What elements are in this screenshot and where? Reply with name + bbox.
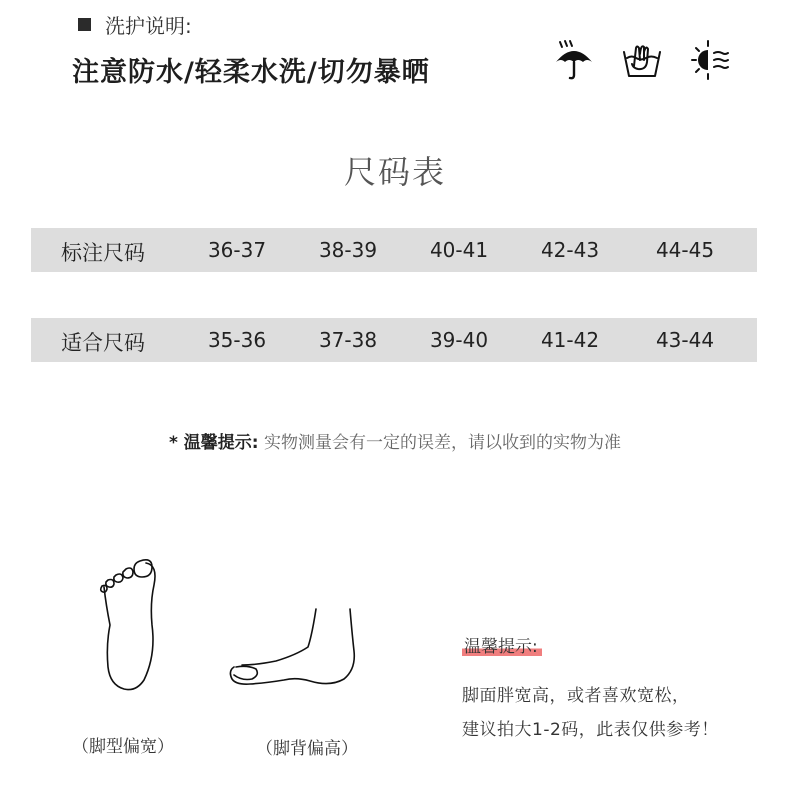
size-chart-title: 尺码表	[343, 153, 446, 191]
note-text: 实物测量会有一定的误差，请以收到的实物为准	[264, 433, 621, 453]
size-cell: 40-41	[429, 238, 489, 262]
tip-title: 温馨提示:	[462, 632, 542, 659]
row-label: 适合尺码	[61, 331, 145, 355]
care-instructions: 注意防水/轻柔水洗/切勿暴晒	[72, 57, 430, 88]
size-cell: 37-38	[318, 328, 378, 352]
size-cell: 36-37	[207, 238, 267, 262]
size-cell: 44-45	[655, 238, 715, 262]
wide-foot-caption: （脚型偏宽）	[72, 737, 174, 757]
size-cell: 38-39	[318, 238, 378, 262]
measurement-note	[0, 428, 790, 453]
square-bullet-icon	[78, 18, 91, 31]
size-cell: 42-43	[540, 238, 600, 262]
size-row-fit	[31, 318, 757, 362]
size-cell: 41-42	[540, 328, 600, 352]
no-sun-icon	[688, 38, 732, 82]
size-cell: 43-44	[655, 328, 715, 352]
size-cell: 39-40	[429, 328, 489, 352]
care-icons	[552, 38, 732, 82]
umbrella-rain-icon	[552, 38, 596, 82]
wide-foot-icon	[96, 555, 166, 695]
care-heading-text: 洗护说明:	[105, 14, 192, 38]
hand-wash-icon	[620, 38, 664, 82]
row-label: 标注尺码	[61, 241, 145, 265]
high-instep-caption: （脚背偏高）	[256, 739, 358, 759]
care-heading	[78, 10, 192, 39]
tip-line: 脚面胖宽高，或者喜欢宽松，	[462, 686, 690, 706]
note-lead: * 温馨提示:	[168, 433, 259, 453]
high-instep-foot-icon	[226, 607, 366, 692]
tip-line: 建议拍大1-2码，此表仅供参考！	[462, 720, 719, 740]
size-row-labeled	[31, 228, 757, 272]
size-cell: 35-36	[207, 328, 267, 352]
